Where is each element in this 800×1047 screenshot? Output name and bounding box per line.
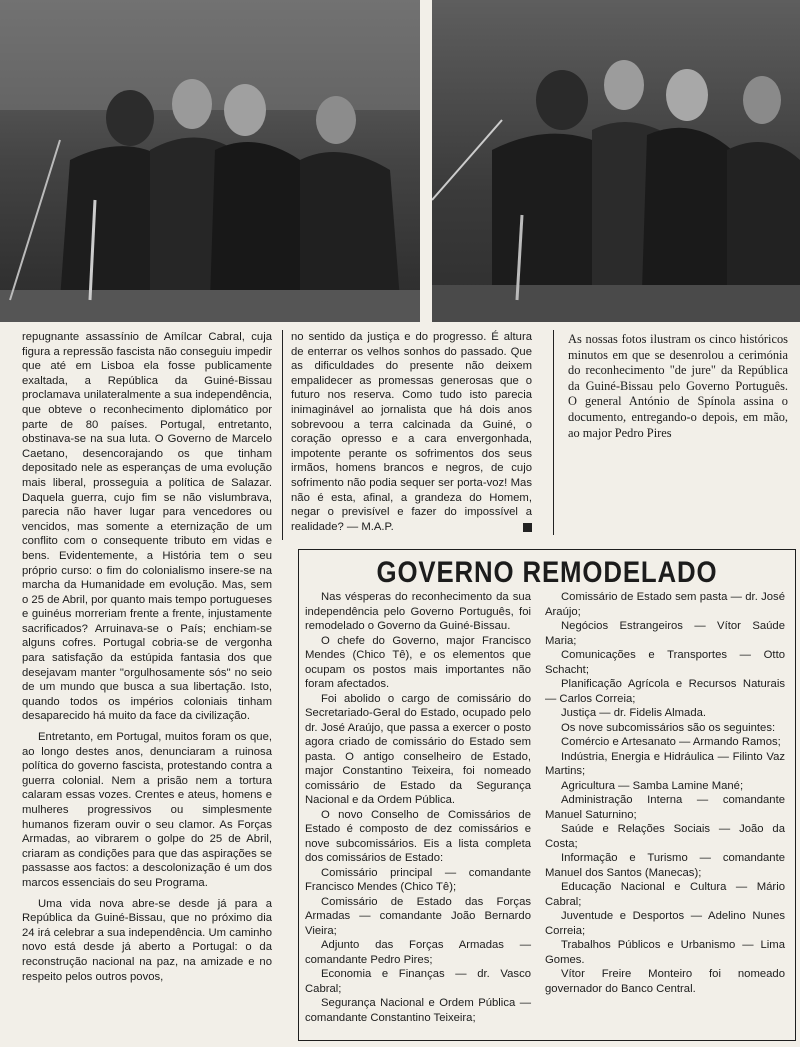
box-list-item: Agricultura — Samba Lamine Mané; — [561, 779, 744, 792]
box-list-item: Educação Nacional e Cultura — Mário Cabral; — [545, 881, 785, 908]
box-list-item: Comunicações e Transportes — Otto Schacht; — [545, 649, 785, 676]
article-paragraph — [291, 330, 532, 534]
box-list-item: Segurança Nacional e Ordem Pública — comandante Constantino Teixeira; — [305, 997, 531, 1024]
box-paragraph: Foi abolido o cargo de comissário do Secretariado-Geral do Estado, ocupado pelo dr. José Araújo, que passa a exercer o posto agora criado de comissário do Estado sem pasta. O antigo conselheiro de Estado, major Constantino Teixeira, foi nomeado comissário de Estado da Segurança Nacional e da Ordem Pública. — [305, 692, 531, 806]
box-column-2 — [545, 590, 785, 996]
box-list-item: Juventude e Desportos — Adelino Nunes Correia; — [545, 910, 785, 937]
photo-group-image — [432, 0, 800, 322]
end-mark-icon — [523, 523, 532, 532]
article-paragraph: repugnante assassínio de Amílcar Cabral, cuja figura a repressão fascista não conseguiu impedir que até em Lisboa ela fosse publicamente exaltada, a República da Guiné-Bissau proclamava unilateralmente a sua independência, que obteve o reconhecimento diplomático por parte de 80 países. Portugal, entretanto, obstinava-se na sua luta. O Governo de Marcelo Caetano, desencorajando os que tinham depositado nele as esperanças de uma evolução mais liberal, prosseguia a política de Salazar. Daquela guerra, cujo fim se não vislumbrava, parecia não haver lugar para vencedores ou vencidos, mas somente a eternização de um conflito com o consequente tributo em vidas e bens. Evidentemente, a História tem o seu próprio curso: o fim do colonialismo insere-se na marcha da Humanidade em evolução. Mas, sem o 25 de Abril, por quanto mais tempo portugueses e guinéus morreriam frente a frente, injustamente sacrificados? Arruinava-se o País; enchiam-se alguns cofres. Portugal cobria-se de vergonha para satisfação da estúpida fantasia dos que desejavam manter "orgulhosamente sós" no seio de um mundo que busca a sua libertação. Isto, quando todos os impérios coloniais tinham desaparecido há muito da face da civilização. — [22, 331, 272, 723]
box-list-item: Economia e Finanças — dr. Vasco Cabral; — [305, 968, 531, 995]
box-list-item: Adjunto das Forças Armadas — comandante Pedro Pires; — [305, 939, 531, 966]
box-column-1 — [305, 590, 531, 1025]
photo-handshake-image — [0, 0, 420, 322]
box-paragraph: Os nove subcomissários são os seguintes: — [561, 721, 776, 734]
box-paragraph: O novo Conselho de Comissários de Estado é composto de dez comissários e nove subcomissários. Eis a lista completa dos comissários de Estado: — [305, 808, 531, 864]
box-list-item: Planificação Agrícola e Recursos Naturais — Carlos Correia; — [545, 678, 785, 705]
box-list-item: Trabalhos Públicos e Urbanismo — Lima Gomes. — [545, 939, 785, 966]
box-list-item: Justiça — dr. Fidelis Almada. — [561, 707, 707, 719]
box-list-item: Comissário de Estado das Forças Armadas — comandante João Bernardo Vieira; — [305, 895, 531, 937]
photo-handshake — [0, 0, 420, 322]
box-list-item: Informação e Turismo — comandante Manuel dos Santos (Manecas); — [545, 852, 785, 879]
box-list-item: Indústria, Energia e Hidráulica — Filinto Vaz Martins; — [545, 750, 785, 777]
column-divider — [282, 330, 283, 540]
column-divider — [553, 330, 554, 535]
box-list-item: Comissário de Estado sem pasta — dr. José Araújo; — [545, 591, 785, 618]
governo-remodelado-box — [298, 549, 796, 1041]
article-paragraph: Uma vida nova abre-se desde já para a República da Guiné-Bissau, que no próximo dia 24 irá celebrar a sua independência. Um caminho novo está desde já aberto a Portugal: o da reconstrução nacional na paz, na amizade e no respeito pelos outros povos, — [22, 897, 272, 983]
box-paragraph: Nas vésperas do reconhecimento da sua independência pelo Governo Português, foi remodelado o Governo da Guiné-Bissau. — [305, 591, 531, 632]
article-paragraph-text: no sentido da justiça e do progresso. É altura de enterrar os velhos sonhos do passado. Que as dificuldades do presente não deixem empalidecer as promessas generosas que o futuro nos reserva. Como tudo isto parecia inimaginável ao jornalista que há dois anos sobrevoou a terra calcinada da Guiné, o coração opresso e a cara envergonhada, impotente perante os sofrimentos dos seus irmãos, homens brancos e negros, de cujo sofrimento não podia sequer ser porta-voz! Mas não é esta, afinal, a grandeza do Homem, negar o previsível e fazer do impossível a realidade? — M.A.P. — [291, 331, 532, 533]
photo-caption: As nossas fotos ilustram os cinco históricos minutos em que se desenrolou a cerimónia do reconhecimento "de jure" da República da Guiné-Bissau pelo Governo Português. O general António de Spínola assina o documento, entregando-o depois, em mão, ao major Pedro Pires — [568, 332, 788, 440]
box-list-item: Administração Interna — comandante Manuel Saturnino; — [545, 794, 785, 821]
box-title: GOVERNO REMODELADO — [376, 556, 718, 589]
box-list-item: Comissário principal — comandante Francisco Mendes (Chico Tê); — [305, 866, 531, 893]
box-list-item: Negócios Estrangeiros — Vítor Saúde Maria; — [545, 620, 785, 647]
box-paragraph: Vítor Freire Monteiro foi nomeado governador do Banco Central. — [545, 968, 785, 995]
box-list-item: Saúde e Relações Sociais — João da Costa; — [545, 823, 785, 850]
box-list-item: Comércio e Artesanato — Armando Ramos; — [561, 736, 781, 748]
article-column-1 — [22, 330, 272, 984]
box-paragraph: O chefe do Governo, major Francisco Mendes (Chico Tê), e os elementos que ocupam os postos mais importantes não foram afectados. — [305, 634, 531, 690]
article-paragraph: Entretanto, em Portugal, muitos foram os que, ao longo destes anos, denunciaram a ruinosa política do governo fascista, protestando contra a guerra colonial. Nem a prisão nem a tortura calaram essas vozes. Crentes e ateus, homens e mulheres progressivos ou simplesmente humanos fizeram ouvir o seu clamor. As Forças Armadas, ao vibrarem o golpe do 25 de Abril, criaram as condições para que das aspirações se passasse aos factos: a descolonização é um dos marcos essenciais do seu Programa. — [22, 731, 272, 889]
photo-group — [432, 0, 800, 322]
article-column-2 — [291, 330, 532, 534]
